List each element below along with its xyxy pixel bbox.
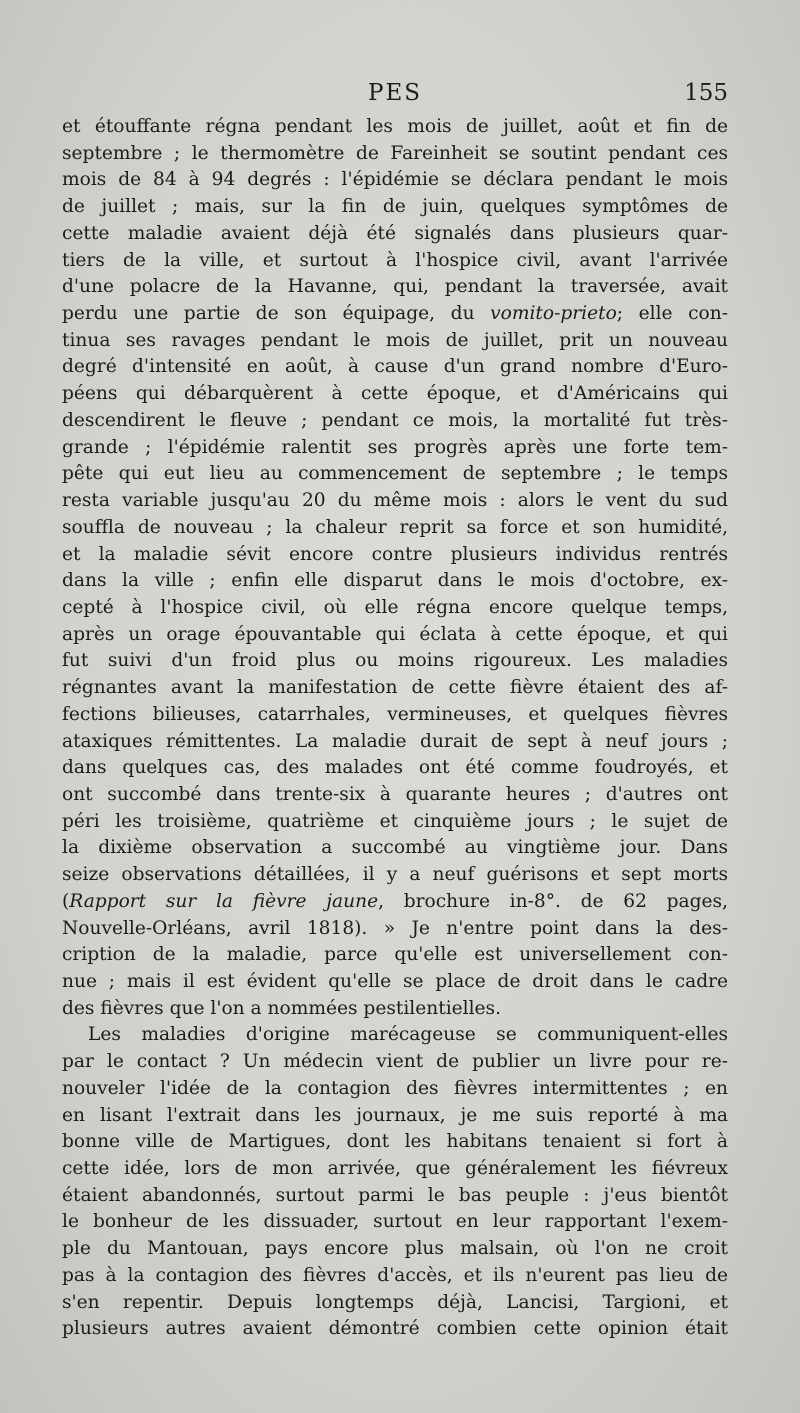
- text-line: par le contact ? Un médecin vient de publier un livre pour re-: [62, 1051, 728, 1073]
- page-number: 155: [684, 80, 728, 106]
- text-line: des fièvres que l'on a nommées pestilentielles.: [62, 997, 501, 1019]
- text-line: grande ; l'épidémie ralentit ses progrès après une forte tem-: [62, 436, 728, 458]
- text-line: la dixième observation a succombé au vingtième jour. Dans: [62, 837, 728, 859]
- text-line: descendirent le fleuve ; pendant ce mois, la mortalité fut très-: [62, 409, 728, 431]
- text-line: ataxiques rémittentes. La maladie durait de sept à neuf jours ;: [62, 730, 728, 752]
- text-line: bonne ville de Martigues, dont les habitans tenaient si fort à: [62, 1131, 728, 1153]
- text-line: de juillet ; mais, sur la fin de juin, quelques symptômes de: [62, 196, 728, 218]
- text-line: seize observations détaillées, il y a neuf guérisons et sept morts: [62, 864, 728, 886]
- text-line: cette maladie avaient déjà été signalés dans plusieurs quar-: [62, 222, 728, 244]
- running-title: PES: [367, 80, 423, 106]
- text-line: souffla de nouveau ; la chaleur reprit sa force et son humidité,: [62, 516, 728, 538]
- text-line: et étouffante régna pendant les mois de juillet, août et fin de: [62, 116, 728, 137]
- text-line: nouveler l'idée de la contagion des fièvres intermittentes ; en: [62, 1077, 728, 1099]
- italic-title: Rapport sur la fièvre jaune: [69, 890, 379, 912]
- text-line: ple du Mantouan, pays encore plus malsain, où l'on ne croit: [62, 1238, 728, 1260]
- text-line: dans la ville ; enfin elle disparut dans le mois d'octobre, ex-: [62, 570, 728, 592]
- italic-term: vomito-prieto: [490, 303, 617, 325]
- text-line: ont succombé dans trente-six à quarante heures ; d'autres ont: [62, 783, 728, 805]
- text-line: cette idée, lors de mon arrivée, que généralement les fiévreux: [62, 1158, 728, 1180]
- text-line: péri les troisième, quatrième et cinquième jours ; le sujet de: [62, 810, 728, 832]
- text-line: plusieurs autres avaient démontré combien cette opinion était: [62, 1318, 728, 1340]
- text-line: Les maladies d'origine marécageuse se communiquent-elles: [88, 1024, 728, 1046]
- text-line: nue ; mais il est évident qu'elle se place de droit dans le cadre: [62, 971, 728, 992]
- text-line: et la maladie sévit encore contre plusieurs individus rentrés: [62, 543, 728, 565]
- text-line: pas à la contagion des fièvres d'accès, et ils n'eurent pas lieu de: [62, 1264, 728, 1286]
- text-run: , brochure in-8°. de 62 pages,: [378, 890, 728, 912]
- text-line: tiers de la ville, et surtout à l'hospice civil, avant l'arrivée: [62, 249, 728, 271]
- text-line: le bonheur de les dissuader, surtout en leur rapportant l'exem-: [62, 1211, 728, 1233]
- text-line: après un orage épouvantable qui éclata à cette époque, et qui: [62, 623, 728, 645]
- text-line: fut suivi d'un froid plus ou moins rigoureux. Les maladies: [62, 650, 728, 672]
- text-line: mois de 84 à 94 degrés : l'épidémie se déclara pendant le mois: [62, 169, 728, 191]
- text-line: Nouvelle-Orléans, avril 1818). » Je n'entre point dans la des-: [62, 917, 728, 939]
- text-line: péens qui débarquèrent à cette époque, et d'Américains qui: [62, 383, 728, 405]
- text-line: dans quelques cas, des malades ont été comme foudroyés, et: [62, 757, 728, 779]
- text-line: resta variable jusqu'au 20 du même mois : alors le vent du sud: [62, 490, 728, 512]
- text-run: perdu une partie de son équipage, du: [62, 303, 475, 325]
- text-run: (: [62, 890, 70, 912]
- text-line: cription de la maladie, parce qu'elle est universellement con-: [62, 944, 728, 966]
- running-header: [62, 80, 728, 114]
- text-line: s'en repentir. Depuis longtemps déjà, Lancisi, Targioni, et: [62, 1291, 728, 1313]
- text-line: tinua ses ravages pendant le mois de juillet, prit un nouveau: [62, 329, 728, 351]
- text-line: pête qui eut lieu au commencement de septembre ; le temps: [62, 463, 728, 485]
- text-run: ; elle con-: [616, 303, 728, 325]
- body-text: [62, 114, 728, 1343]
- text-line: [62, 301, 728, 328]
- text-line: d'une polacre de la Havanne, qui, pendant la traversée, avait: [62, 276, 728, 298]
- text-line: degré d'intensité en août, à cause d'un grand nombre d'Euro-: [62, 356, 728, 378]
- text-line: régnantes avant la manifestation de cette fièvre étaient des af-: [62, 677, 728, 699]
- text-line: en lisant l'extrait dans les journaux, je me suis reporté à ma: [62, 1104, 728, 1126]
- text-line: étaient abandonnés, surtout parmi le bas peuple : j'eus bientôt: [62, 1184, 728, 1206]
- text-line: cepté à l'hospice civil, où elle régna encore quelque temps,: [62, 596, 728, 618]
- text-line: fections bilieuses, catarrhales, vermineuses, et quelques fièvres: [62, 703, 728, 725]
- text-line: septembre ; le thermomètre de Fareinheit se soutint pendant ces: [62, 142, 728, 164]
- text-line: [62, 889, 728, 916]
